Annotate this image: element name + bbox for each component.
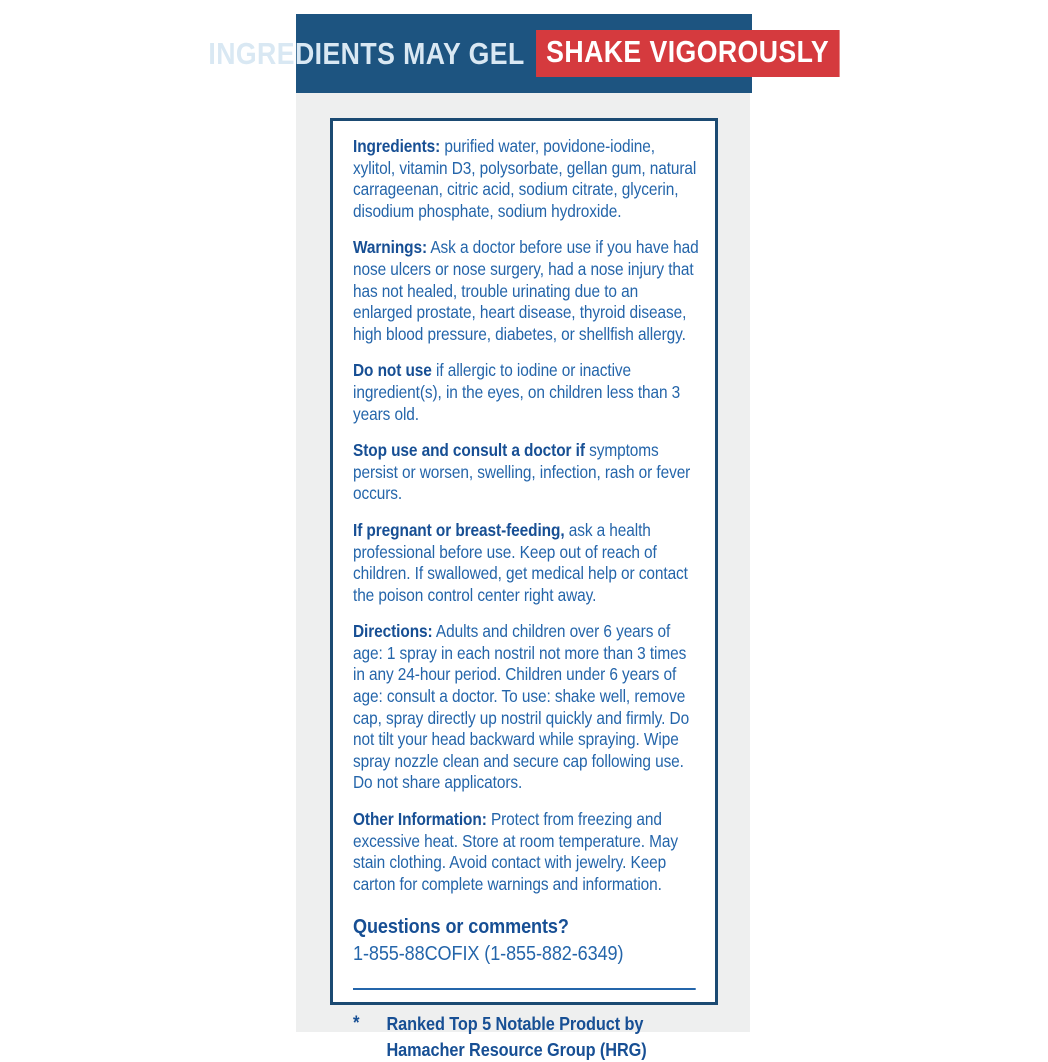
footnote-line-1: Ranked Top 5 Notable Product by — [386, 1013, 644, 1035]
section-directions-text: Adults and children over 6 years of age: 1 spray in each nostril not more than 3 times in any 24-hour period. Children under 6 years of age: consult a doctor. To use: shake well, remove cap, spray directly up nostril quickly and firmly. Do not tilt your head backward while spraying. Wipe spray nozzle clean and secure cap following use. Do not share applicators. — [353, 621, 690, 793]
section-other-information — [353, 809, 699, 895]
section-directions-lead: Directions: — [353, 621, 433, 642]
drug-facts-card — [330, 118, 718, 1060]
section-stop-use-lead: Stop use and consult a doctor if — [353, 440, 585, 461]
footnote-asterisk: * — [353, 1013, 360, 1035]
section-stop-use — [353, 440, 699, 505]
footnote-line-2: Hamacher Resource Group (HRG) — [386, 1038, 647, 1060]
drug-facts-content — [353, 136, 699, 1062]
section-stop-use-text: symptoms persist or worsen, swelling, infection, rash or fever occurs. — [353, 440, 691, 504]
section-ingredients-lead: Ingredients: — [353, 136, 441, 156]
shake-banner — [208, 14, 830, 93]
shake-banner-content — [208, 30, 839, 77]
section-pregnant-text: ask a health professional before use. Keep out of reach of children. If swallowed, get medical help or contact the poison control center right away. — [353, 519, 688, 605]
section-warnings-text: Ask a doctor before use if you have had nose ulcers or nose surgery, had a nose injury that has not healed, trouble urinating due to an enlarged prostate, heart disease, thyroid disease, high blood pressure, diabetes, or shellfish allergy. — [353, 237, 699, 344]
section-ingredients — [353, 136, 699, 222]
section-do-not-use-text: if allergic to iodine or inactive ingredient(s), in the eyes, on children less than 3 years old. — [353, 360, 681, 424]
footnote — [353, 1011, 699, 1062]
section-do-not-use — [353, 360, 699, 425]
section-pregnant — [353, 520, 699, 606]
divider-line — [353, 988, 696, 990]
section-warnings — [353, 237, 699, 345]
section-do-not-use-lead: Do not use — [353, 360, 432, 381]
section-other-information-text: Protect from freezing and excessive heat. Store at room temperature. May stain clothing. Avoid contact with jewelry. Keep carton for complete warnings and information. — [353, 809, 679, 894]
section-other-information-lead: Other Information: — [353, 809, 487, 830]
footnote-text — [386, 1011, 646, 1062]
banner-text: INGREDIENTS MAY GEL — [208, 35, 525, 71]
section-ingredients-text: purified water, povidone-iodine, xylitol, vitamin D3, polysorbate, gellan gum, natural carrageenan, citric acid, sodium citrate, glycerin, disodium phosphate, sodium hydroxide. — [353, 136, 697, 221]
section-pregnant-lead: If pregnant or breast-feeding, — [353, 519, 565, 540]
shake-vigorously-badge: SHAKE VIGOROUSLY — [536, 30, 840, 77]
section-warnings-lead: Warnings: — [353, 237, 428, 258]
section-directions — [353, 621, 699, 794]
questions-heading: Questions or comments? — [353, 915, 569, 939]
phone-number: 1-855-88COFIX (1-855-882-6349) — [353, 942, 624, 966]
label-panel — [296, 93, 750, 1060]
